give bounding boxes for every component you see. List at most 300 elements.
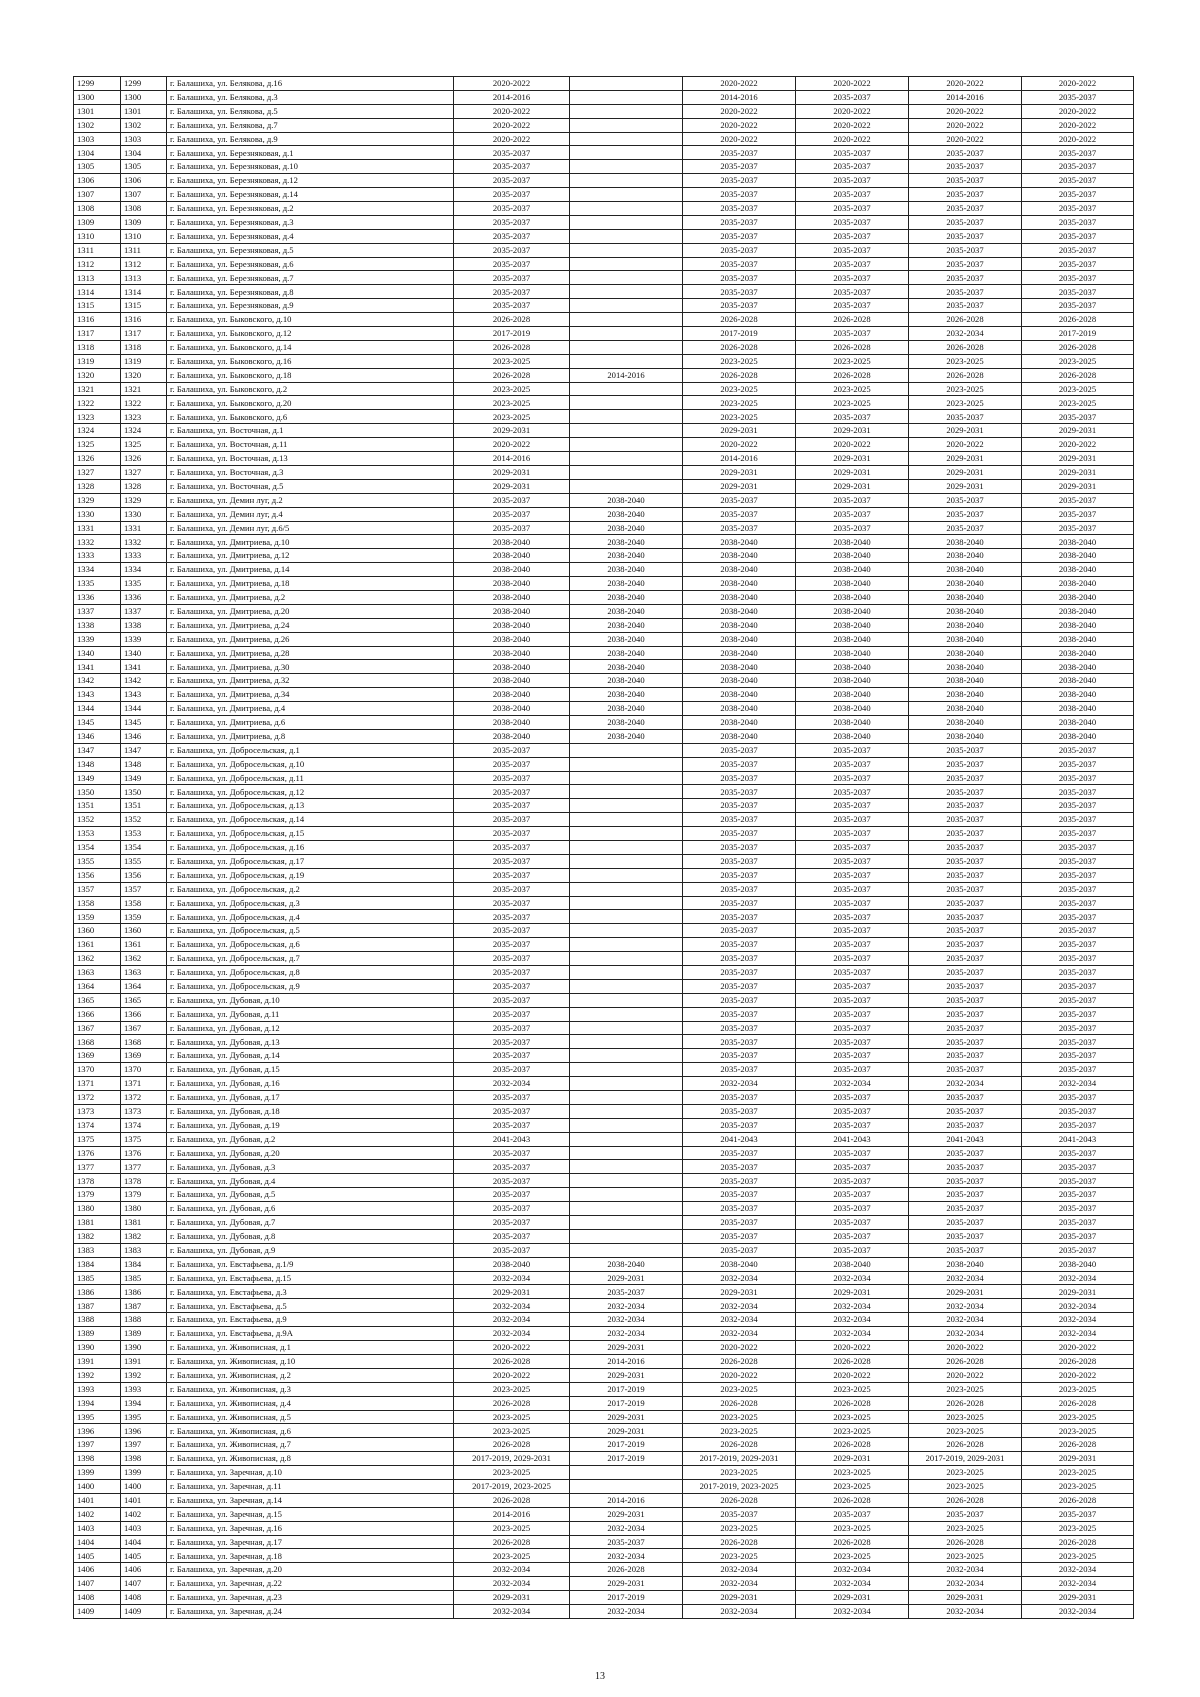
row-index-cell: 1398 <box>74 1452 121 1466</box>
row-number-cell: 1367 <box>121 1021 167 1035</box>
period-col-9-cell: 2020-2022 <box>1022 132 1134 146</box>
row-index-cell: 1366 <box>74 1007 121 1021</box>
period-col-7-cell: 2038-2040 <box>796 632 909 646</box>
period-col-8-cell: 2035-2037 <box>909 1174 1022 1188</box>
address-cell: г. Балашиха, ул. Заречная, д.24 <box>167 1604 454 1618</box>
period-col-7-cell: 2038-2040 <box>796 549 909 563</box>
table-row <box>74 160 1134 174</box>
period-col-5-cell <box>570 1035 683 1049</box>
period-col-9-cell: 2038-2040 <box>1022 646 1134 660</box>
period-col-7-cell: 2035-2037 <box>796 493 909 507</box>
period-col-6-cell: 2035-2037 <box>683 910 796 924</box>
address-cell: г. Балашиха, ул. Быковского, д.14 <box>167 340 454 354</box>
period-col-5-cell: 2029-2031 <box>570 1341 683 1355</box>
address-cell: г. Балашиха, ул. Добросельская, д.8 <box>167 966 454 980</box>
address-cell: г. Балашиха, ул. Добросельская, д.13 <box>167 799 454 813</box>
period-col-7-cell: 2035-2037 <box>796 1063 909 1077</box>
period-col-7-cell: 2020-2022 <box>796 104 909 118</box>
period-col-7-cell: 2035-2037 <box>796 785 909 799</box>
row-index-cell: 1388 <box>74 1313 121 1327</box>
row-index-cell: 1355 <box>74 854 121 868</box>
table-row <box>74 354 1134 368</box>
row-number-cell: 1309 <box>121 215 167 229</box>
period-col-8-cell: 2035-2037 <box>909 1146 1022 1160</box>
period-col-4-cell: 2017-2019, 2023-2025 <box>454 1479 570 1493</box>
period-col-5-cell: 2038-2040 <box>570 521 683 535</box>
table-row <box>74 660 1134 674</box>
period-col-6-cell: 2035-2037 <box>683 202 796 216</box>
row-number-cell: 1384 <box>121 1257 167 1271</box>
period-col-9-cell: 2035-2037 <box>1022 1146 1134 1160</box>
period-col-7-cell: 2035-2037 <box>796 1229 909 1243</box>
row-index-cell: 1318 <box>74 340 121 354</box>
period-col-6-cell: 2035-2037 <box>683 813 796 827</box>
address-cell: г. Балашиха, ул. Дмитриева, д.28 <box>167 646 454 660</box>
period-col-9-cell: 2035-2037 <box>1022 229 1134 243</box>
period-col-8-cell: 2035-2037 <box>909 757 1022 771</box>
row-index-cell: 1365 <box>74 993 121 1007</box>
period-col-9-cell: 2038-2040 <box>1022 535 1134 549</box>
period-col-5-cell <box>570 424 683 438</box>
row-index-cell: 1399 <box>74 1466 121 1480</box>
period-col-9-cell: 2038-2040 <box>1022 1257 1134 1271</box>
period-col-8-cell: 2035-2037 <box>909 1007 1022 1021</box>
period-col-6-cell: 2038-2040 <box>683 563 796 577</box>
period-col-9-cell: 2020-2022 <box>1022 77 1134 91</box>
row-number-cell: 1343 <box>121 688 167 702</box>
table-row <box>74 1104 1134 1118</box>
table-row <box>74 493 1134 507</box>
period-col-7-cell: 2035-2037 <box>796 1202 909 1216</box>
period-col-8-cell: 2020-2022 <box>909 438 1022 452</box>
period-col-7-cell: 2029-2031 <box>796 1452 909 1466</box>
table-row <box>74 1452 1134 1466</box>
period-col-6-cell: 2026-2028 <box>683 1535 796 1549</box>
table-row <box>74 1507 1134 1521</box>
period-col-5-cell: 2038-2040 <box>570 674 683 688</box>
row-index-cell: 1338 <box>74 618 121 632</box>
period-col-5-cell: 2038-2040 <box>570 493 683 507</box>
table-row <box>74 132 1134 146</box>
period-col-8-cell: 2035-2037 <box>909 785 1022 799</box>
page-number: 13 <box>595 1671 605 1682</box>
period-col-7-cell: 2038-2040 <box>796 604 909 618</box>
row-number-cell: 1371 <box>121 1077 167 1091</box>
period-col-6-cell: 2017-2019 <box>683 327 796 341</box>
address-cell: г. Балашиха, ул. Березняковая, д.14 <box>167 188 454 202</box>
period-col-9-cell: 2035-2037 <box>1022 1507 1134 1521</box>
period-col-5-cell <box>570 882 683 896</box>
row-index-cell: 1394 <box>74 1396 121 1410</box>
period-col-9-cell: 2035-2037 <box>1022 882 1134 896</box>
period-col-6-cell: 2038-2040 <box>683 590 796 604</box>
row-number-cell: 1305 <box>121 160 167 174</box>
period-col-4-cell: 2035-2037 <box>454 160 570 174</box>
address-cell: г. Балашиха, ул. Дмитриева, д.18 <box>167 577 454 591</box>
period-col-7-cell: 2020-2022 <box>796 1341 909 1355</box>
period-col-4-cell: 2035-2037 <box>454 799 570 813</box>
period-col-7-cell: 2020-2022 <box>796 77 909 91</box>
table-row <box>74 1591 1134 1605</box>
period-col-6-cell: 2029-2031 <box>683 479 796 493</box>
period-col-6-cell: 2035-2037 <box>683 1007 796 1021</box>
address-cell: г. Балашиха, ул. Живописная, д.5 <box>167 1410 454 1424</box>
period-col-6-cell: 2035-2037 <box>683 160 796 174</box>
period-col-9-cell: 2020-2022 <box>1022 1341 1134 1355</box>
period-col-9-cell: 2029-2031 <box>1022 1285 1134 1299</box>
period-col-8-cell: 2032-2034 <box>909 327 1022 341</box>
period-col-4-cell: 2026-2028 <box>454 1354 570 1368</box>
row-index-cell: 1327 <box>74 465 121 479</box>
period-col-4-cell: 2032-2034 <box>454 1077 570 1091</box>
period-col-7-cell: 2026-2028 <box>796 340 909 354</box>
row-index-cell: 1335 <box>74 577 121 591</box>
table-row <box>74 1535 1134 1549</box>
period-col-6-cell: 2035-2037 <box>683 1202 796 1216</box>
period-col-6-cell: 2035-2037 <box>683 271 796 285</box>
row-index-cell: 1400 <box>74 1479 121 1493</box>
period-col-5-cell: 2038-2040 <box>570 660 683 674</box>
period-col-8-cell: 2035-2037 <box>909 952 1022 966</box>
row-number-cell: 1315 <box>121 299 167 313</box>
period-col-6-cell: 2023-2025 <box>683 1521 796 1535</box>
address-cell: г. Балашиха, ул. Заречная, д.22 <box>167 1577 454 1591</box>
period-col-6-cell: 2020-2022 <box>683 438 796 452</box>
period-col-9-cell: 2026-2028 <box>1022 1535 1134 1549</box>
period-col-9-cell: 2035-2037 <box>1022 757 1134 771</box>
row-number-cell: 1311 <box>121 243 167 257</box>
row-index-cell: 1378 <box>74 1174 121 1188</box>
period-col-7-cell: 2035-2037 <box>796 90 909 104</box>
period-col-8-cell: 2038-2040 <box>909 563 1022 577</box>
period-col-7-cell: 2026-2028 <box>796 1396 909 1410</box>
table-row <box>74 382 1134 396</box>
period-col-5-cell: 2038-2040 <box>570 590 683 604</box>
table-row <box>74 146 1134 160</box>
period-col-7-cell: 2035-2037 <box>796 771 909 785</box>
period-col-9-cell: 2038-2040 <box>1022 590 1134 604</box>
table-row <box>74 1007 1134 1021</box>
row-index-cell: 1358 <box>74 896 121 910</box>
period-col-6-cell: 2035-2037 <box>683 840 796 854</box>
period-col-5-cell <box>570 785 683 799</box>
period-col-7-cell: 2035-2037 <box>796 188 909 202</box>
period-col-8-cell: 2035-2037 <box>909 285 1022 299</box>
table-row <box>74 1049 1134 1063</box>
period-col-4-cell: 2032-2034 <box>454 1271 570 1285</box>
period-col-9-cell: 2035-2037 <box>1022 1104 1134 1118</box>
period-col-8-cell: 2026-2028 <box>909 313 1022 327</box>
row-index-cell: 1350 <box>74 785 121 799</box>
row-number-cell: 1339 <box>121 632 167 646</box>
period-col-4-cell: 2026-2028 <box>454 1438 570 1452</box>
row-number-cell: 1392 <box>121 1368 167 1382</box>
address-cell: г. Балашиха, ул. Дубовая, д.5 <box>167 1188 454 1202</box>
address-cell: г. Балашиха, ул. Живописная, д.8 <box>167 1452 454 1466</box>
period-col-7-cell: 2032-2034 <box>796 1327 909 1341</box>
period-col-6-cell: 2035-2037 <box>683 493 796 507</box>
period-col-4-cell: 2017-2019, 2029-2031 <box>454 1452 570 1466</box>
table-row <box>74 966 1134 980</box>
period-col-4-cell: 2035-2037 <box>454 1021 570 1035</box>
period-col-5-cell <box>570 938 683 952</box>
period-col-7-cell: 2035-2037 <box>796 146 909 160</box>
period-col-4-cell: 2032-2034 <box>454 1313 570 1327</box>
period-col-8-cell: 2035-2037 <box>909 146 1022 160</box>
row-number-cell: 1326 <box>121 452 167 466</box>
row-index-cell: 1368 <box>74 1035 121 1049</box>
period-col-6-cell: 2038-2040 <box>683 577 796 591</box>
row-number-cell: 1302 <box>121 118 167 132</box>
period-col-9-cell: 2035-2037 <box>1022 840 1134 854</box>
period-col-7-cell: 2023-2025 <box>796 354 909 368</box>
period-col-5-cell <box>570 1160 683 1174</box>
row-number-cell: 1406 <box>121 1563 167 1577</box>
table-row <box>74 882 1134 896</box>
period-col-4-cell: 2035-2037 <box>454 785 570 799</box>
period-col-7-cell: 2020-2022 <box>796 132 909 146</box>
row-index-cell: 1342 <box>74 674 121 688</box>
table-row <box>74 1563 1134 1577</box>
period-col-6-cell: 2014-2016 <box>683 452 796 466</box>
period-col-9-cell: 2023-2025 <box>1022 354 1134 368</box>
table-row <box>74 410 1134 424</box>
period-col-4-cell: 2020-2022 <box>454 1341 570 1355</box>
period-col-8-cell: 2038-2040 <box>909 632 1022 646</box>
period-col-5-cell <box>570 285 683 299</box>
period-col-7-cell: 2038-2040 <box>796 688 909 702</box>
period-col-8-cell: 2023-2025 <box>909 1549 1022 1563</box>
period-col-9-cell: 2035-2037 <box>1022 243 1134 257</box>
table-row <box>74 757 1134 771</box>
period-col-6-cell: 2020-2022 <box>683 118 796 132</box>
period-col-4-cell: 2038-2040 <box>454 604 570 618</box>
period-col-6-cell: 2032-2034 <box>683 1299 796 1313</box>
period-col-6-cell: 2041-2043 <box>683 1132 796 1146</box>
table-row <box>74 1549 1134 1563</box>
row-number-cell: 1391 <box>121 1354 167 1368</box>
period-col-9-cell: 2035-2037 <box>1022 1188 1134 1202</box>
period-col-8-cell: 2035-2037 <box>909 188 1022 202</box>
period-col-4-cell: 2035-2037 <box>454 993 570 1007</box>
period-col-4-cell: 2038-2040 <box>454 563 570 577</box>
period-col-7-cell: 2029-2031 <box>796 479 909 493</box>
period-col-7-cell: 2026-2028 <box>796 1493 909 1507</box>
address-cell: г. Балашиха, ул. Добросельская, д.3 <box>167 896 454 910</box>
period-col-4-cell: 2038-2040 <box>454 549 570 563</box>
period-col-4-cell: 2026-2028 <box>454 313 570 327</box>
table-row <box>74 521 1134 535</box>
period-col-6-cell: 2035-2037 <box>683 743 796 757</box>
row-number-cell: 1303 <box>121 132 167 146</box>
period-col-4-cell: 2032-2034 <box>454 1563 570 1577</box>
period-col-5-cell <box>570 1049 683 1063</box>
period-col-8-cell: 2035-2037 <box>909 1063 1022 1077</box>
period-col-5-cell: 2038-2040 <box>570 715 683 729</box>
period-col-8-cell: 2038-2040 <box>909 660 1022 674</box>
address-cell: г. Балашиха, ул. Добросельская, д.9 <box>167 979 454 993</box>
row-number-cell: 1335 <box>121 577 167 591</box>
row-number-cell: 1376 <box>121 1146 167 1160</box>
address-cell: г. Балашиха, ул. Добросельская, д.4 <box>167 910 454 924</box>
period-col-8-cell: 2023-2025 <box>909 396 1022 410</box>
address-cell: г. Балашиха, ул. Дмитриева, д.20 <box>167 604 454 618</box>
period-col-9-cell: 2020-2022 <box>1022 438 1134 452</box>
row-index-cell: 1362 <box>74 952 121 966</box>
address-cell: г. Балашиха, ул. Дубовая, д.20 <box>167 1146 454 1160</box>
period-col-5-cell <box>570 1202 683 1216</box>
period-col-6-cell: 2020-2022 <box>683 77 796 91</box>
period-col-4-cell: 2035-2037 <box>454 1202 570 1216</box>
row-index-cell: 1351 <box>74 799 121 813</box>
table-row <box>74 729 1134 743</box>
period-col-4-cell: 2023-2025 <box>454 1521 570 1535</box>
row-index-cell: 1309 <box>74 215 121 229</box>
period-col-6-cell: 2020-2022 <box>683 1341 796 1355</box>
row-number-cell: 1398 <box>121 1452 167 1466</box>
row-number-cell: 1383 <box>121 1243 167 1257</box>
period-col-5-cell: 2038-2040 <box>570 729 683 743</box>
row-number-cell: 1390 <box>121 1341 167 1355</box>
address-cell: г. Балашиха, ул. Дмитриева, д.8 <box>167 729 454 743</box>
row-number-cell: 1306 <box>121 174 167 188</box>
row-number-cell: 1312 <box>121 257 167 271</box>
address-cell: г. Балашиха, ул. Быковского, д.20 <box>167 396 454 410</box>
row-number-cell: 1345 <box>121 715 167 729</box>
table-row <box>74 688 1134 702</box>
period-col-4-cell: 2038-2040 <box>454 729 570 743</box>
row-index-cell: 1345 <box>74 715 121 729</box>
period-col-4-cell: 2035-2037 <box>454 507 570 521</box>
period-col-8-cell: 2020-2022 <box>909 132 1022 146</box>
period-col-5-cell: 2038-2040 <box>570 563 683 577</box>
table-row <box>74 674 1134 688</box>
period-col-6-cell: 2035-2037 <box>683 757 796 771</box>
period-col-6-cell: 2035-2037 <box>683 979 796 993</box>
period-col-4-cell: 2038-2040 <box>454 646 570 660</box>
period-col-8-cell: 2029-2031 <box>909 1285 1022 1299</box>
period-col-9-cell: 2035-2037 <box>1022 868 1134 882</box>
period-col-9-cell: 2035-2037 <box>1022 743 1134 757</box>
period-col-5-cell <box>570 313 683 327</box>
period-col-6-cell: 2026-2028 <box>683 1493 796 1507</box>
period-col-9-cell: 2023-2025 <box>1022 1466 1134 1480</box>
period-col-6-cell: 2038-2040 <box>683 618 796 632</box>
period-col-6-cell: 2035-2037 <box>683 952 796 966</box>
period-col-8-cell: 2035-2037 <box>909 160 1022 174</box>
period-col-9-cell: 2023-2025 <box>1022 1424 1134 1438</box>
period-col-7-cell: 2026-2028 <box>796 313 909 327</box>
period-col-8-cell: 2035-2037 <box>909 882 1022 896</box>
row-number-cell: 1369 <box>121 1049 167 1063</box>
period-col-8-cell: 2032-2034 <box>909 1327 1022 1341</box>
period-col-8-cell: 2023-2025 <box>909 1410 1022 1424</box>
row-number-cell: 1379 <box>121 1188 167 1202</box>
row-number-cell: 1358 <box>121 896 167 910</box>
period-col-9-cell: 2035-2037 <box>1022 1063 1134 1077</box>
period-col-6-cell: 2035-2037 <box>683 1049 796 1063</box>
row-index-cell: 1325 <box>74 438 121 452</box>
row-index-cell: 1360 <box>74 924 121 938</box>
period-col-8-cell: 2035-2037 <box>909 924 1022 938</box>
row-index-cell: 1404 <box>74 1535 121 1549</box>
row-index-cell: 1391 <box>74 1354 121 1368</box>
period-col-4-cell: 2035-2037 <box>454 771 570 785</box>
period-col-8-cell: 2035-2037 <box>909 1202 1022 1216</box>
address-cell: г. Балашиха, ул. Добросельская, д.16 <box>167 840 454 854</box>
period-col-5-cell <box>570 202 683 216</box>
period-col-6-cell: 2035-2037 <box>683 993 796 1007</box>
row-number-cell: 1314 <box>121 285 167 299</box>
period-col-9-cell: 2038-2040 <box>1022 563 1134 577</box>
period-col-4-cell: 2035-2037 <box>454 1049 570 1063</box>
table-row <box>74 868 1134 882</box>
table-row <box>74 271 1134 285</box>
row-number-cell: 1338 <box>121 618 167 632</box>
period-col-7-cell: 2035-2037 <box>796 1216 909 1230</box>
table-row <box>74 799 1134 813</box>
period-col-7-cell: 2032-2034 <box>796 1313 909 1327</box>
row-number-cell: 1387 <box>121 1299 167 1313</box>
period-col-5-cell: 2038-2040 <box>570 535 683 549</box>
row-index-cell: 1317 <box>74 327 121 341</box>
address-cell: г. Балашиха, ул. Дмитриева, д.26 <box>167 632 454 646</box>
period-col-9-cell: 2032-2034 <box>1022 1077 1134 1091</box>
period-col-5-cell <box>570 757 683 771</box>
period-col-7-cell: 2035-2037 <box>796 1146 909 1160</box>
period-col-6-cell: 2020-2022 <box>683 104 796 118</box>
table-row <box>74 1216 1134 1230</box>
period-col-4-cell: 2032-2034 <box>454 1604 570 1618</box>
period-col-8-cell: 2038-2040 <box>909 590 1022 604</box>
period-col-4-cell: 2014-2016 <box>454 1507 570 1521</box>
period-col-6-cell: 2035-2037 <box>683 299 796 313</box>
period-col-9-cell: 2035-2037 <box>1022 785 1134 799</box>
period-col-6-cell: 2017-2019, 2023-2025 <box>683 1479 796 1493</box>
row-number-cell: 1340 <box>121 646 167 660</box>
period-col-7-cell: 2038-2040 <box>796 577 909 591</box>
period-col-8-cell: 2035-2037 <box>909 215 1022 229</box>
period-col-4-cell: 2035-2037 <box>454 1118 570 1132</box>
table-row <box>74 90 1134 104</box>
period-col-4-cell: 2023-2025 <box>454 1549 570 1563</box>
period-col-7-cell: 2035-2037 <box>796 243 909 257</box>
row-number-cell: 1354 <box>121 840 167 854</box>
period-col-8-cell: 2020-2022 <box>909 118 1022 132</box>
table-row <box>74 590 1134 604</box>
period-col-9-cell: 2035-2037 <box>1022 1007 1134 1021</box>
period-col-6-cell: 2035-2037 <box>683 507 796 521</box>
row-index-cell: 1348 <box>74 757 121 771</box>
table-row <box>74 827 1134 841</box>
period-col-5-cell <box>570 1091 683 1105</box>
address-cell: г. Балашиха, ул. Березняковая, д.5 <box>167 243 454 257</box>
period-col-4-cell: 2038-2040 <box>454 535 570 549</box>
period-col-7-cell: 2035-2037 <box>796 1118 909 1132</box>
period-col-7-cell: 2029-2031 <box>796 452 909 466</box>
row-number-cell: 1408 <box>121 1591 167 1605</box>
row-number-cell: 1394 <box>121 1396 167 1410</box>
period-col-7-cell: 2035-2037 <box>796 868 909 882</box>
period-col-5-cell: 2038-2040 <box>570 549 683 563</box>
period-col-8-cell: 2038-2040 <box>909 1257 1022 1271</box>
period-col-6-cell: 2035-2037 <box>683 882 796 896</box>
address-cell: г. Балашиха, ул. Березняковая, д.8 <box>167 285 454 299</box>
period-col-4-cell: 2032-2034 <box>454 1299 570 1313</box>
row-number-cell: 1352 <box>121 813 167 827</box>
table-row <box>74 1466 1134 1480</box>
row-number-cell: 1382 <box>121 1229 167 1243</box>
